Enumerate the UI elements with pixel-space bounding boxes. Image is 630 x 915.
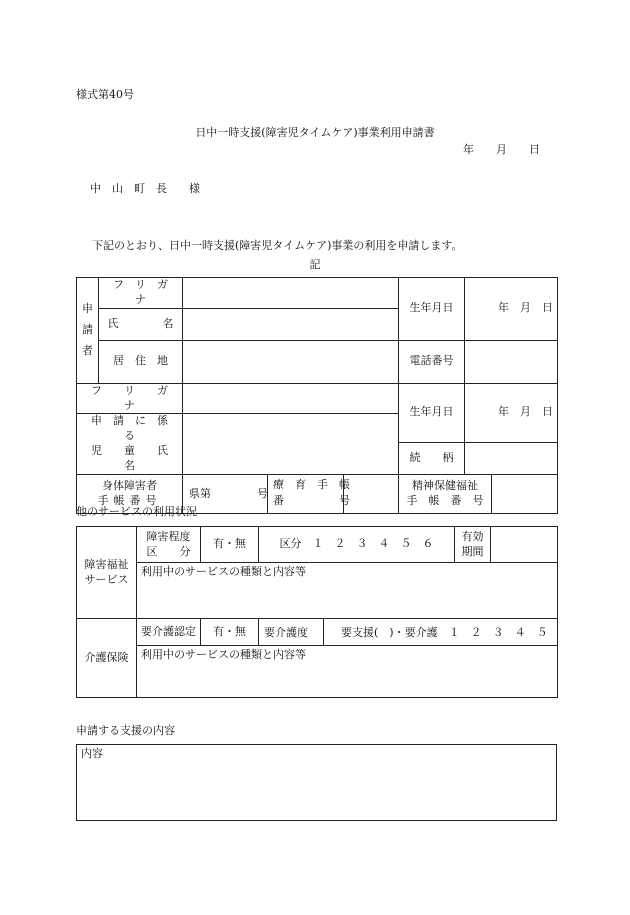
welfare-yes-no[interactable]: 有・無 <box>201 527 259 563</box>
ken-label: 県第 <box>189 487 211 501</box>
applicant-phone-field[interactable] <box>465 340 558 383</box>
applicant-birth-label: 生年月日 <box>399 278 465 341</box>
welfare-kubun[interactable]: 区分 １ ２ ３ ４ ５ ６ <box>259 527 455 563</box>
care-grades: 要支援( )・要介護 １ ２ ３ ４ ５ <box>341 625 548 639</box>
valid-period-field[interactable] <box>491 527 558 563</box>
applicant-birth-field[interactable]: 年 月 日 <box>465 278 558 341</box>
intro-text: 下記のとおり、日中一時支援(障害児タイムケア)事業の利用を申請します。 <box>92 239 463 252</box>
support-table <box>76 744 557 821</box>
applicant-phone-label: 電話番号 <box>399 340 465 383</box>
child-relation-field[interactable] <box>465 442 558 474</box>
physical-handbook-field[interactable] <box>183 474 399 513</box>
child-birth-label: 生年月日 <box>399 383 465 442</box>
applicant-name-label: 氏 名 <box>99 308 183 340</box>
mental-handbook-label: 精神保健福祉 手 帳 番 号 <box>399 474 492 513</box>
child-furigana-label: フ リ ガ ナ <box>77 383 183 414</box>
applicant-group-label: 申 請 者 <box>77 278 99 384</box>
physical-handbook-label: 身体障害者 手帳番号 <box>77 474 183 513</box>
applicant-table <box>76 277 558 514</box>
ryoiku-label-1: 療 育 手 帳 <box>273 478 350 492</box>
child-furigana-field[interactable] <box>183 383 399 414</box>
applicant-name-field[interactable] <box>183 308 399 340</box>
care-detail-field[interactable]: 利用中のサービスの種類と内容等 <box>137 646 558 698</box>
form-title: 日中一時支援(障害児タイムケア)事業利用申請書 <box>195 126 435 139</box>
care-cert-label: 要介護認定 <box>137 619 201 646</box>
support-content-field[interactable]: 内容 <box>77 745 557 821</box>
applicant-furigana-label: フ リ ガ ナ <box>99 278 183 309</box>
care-level-label: 要介護度 <box>264 625 308 639</box>
support-heading: 申請する支援の内容 <box>76 724 175 737</box>
other-services-heading: 他のサービスの利用状況 <box>76 505 197 518</box>
addressee: 中 山 町 長 様 <box>90 182 200 195</box>
applicant-furigana-field[interactable] <box>183 278 399 309</box>
ki-label: 記 <box>309 258 321 271</box>
care-level-row[interactable] <box>259 619 558 646</box>
child-name-field[interactable] <box>183 414 399 474</box>
ryoiku-label-2: 番 号 <box>273 494 350 508</box>
welfare-detail-field[interactable]: 利用中のサービスの種類と内容等 <box>137 563 558 619</box>
applicant-address-label: 居 住 地 <box>99 340 183 383</box>
go-label: 号 <box>257 487 268 501</box>
other-services-table <box>76 526 558 698</box>
level-label: 障害程度 区 分 <box>137 527 201 563</box>
child-name-label: 申 請 に 係 る 児 童 氏 名 <box>77 414 183 474</box>
valid-period-label: 有効 期間 <box>455 527 491 563</box>
child-birth-field[interactable]: 年 月 日 <box>465 383 558 442</box>
date-line: 年 月 日 <box>463 143 540 156</box>
welfare-label: 障害福祉 サービス <box>77 527 137 619</box>
care-yes-no[interactable]: 有・無 <box>201 619 259 646</box>
applicant-address-field[interactable] <box>183 340 399 383</box>
care-insurance-label: 介護保険 <box>77 619 137 698</box>
mental-handbook-field[interactable] <box>492 474 558 513</box>
child-relation-label: 続 柄 <box>399 442 465 474</box>
form-number: 様式第40号 <box>76 88 134 101</box>
